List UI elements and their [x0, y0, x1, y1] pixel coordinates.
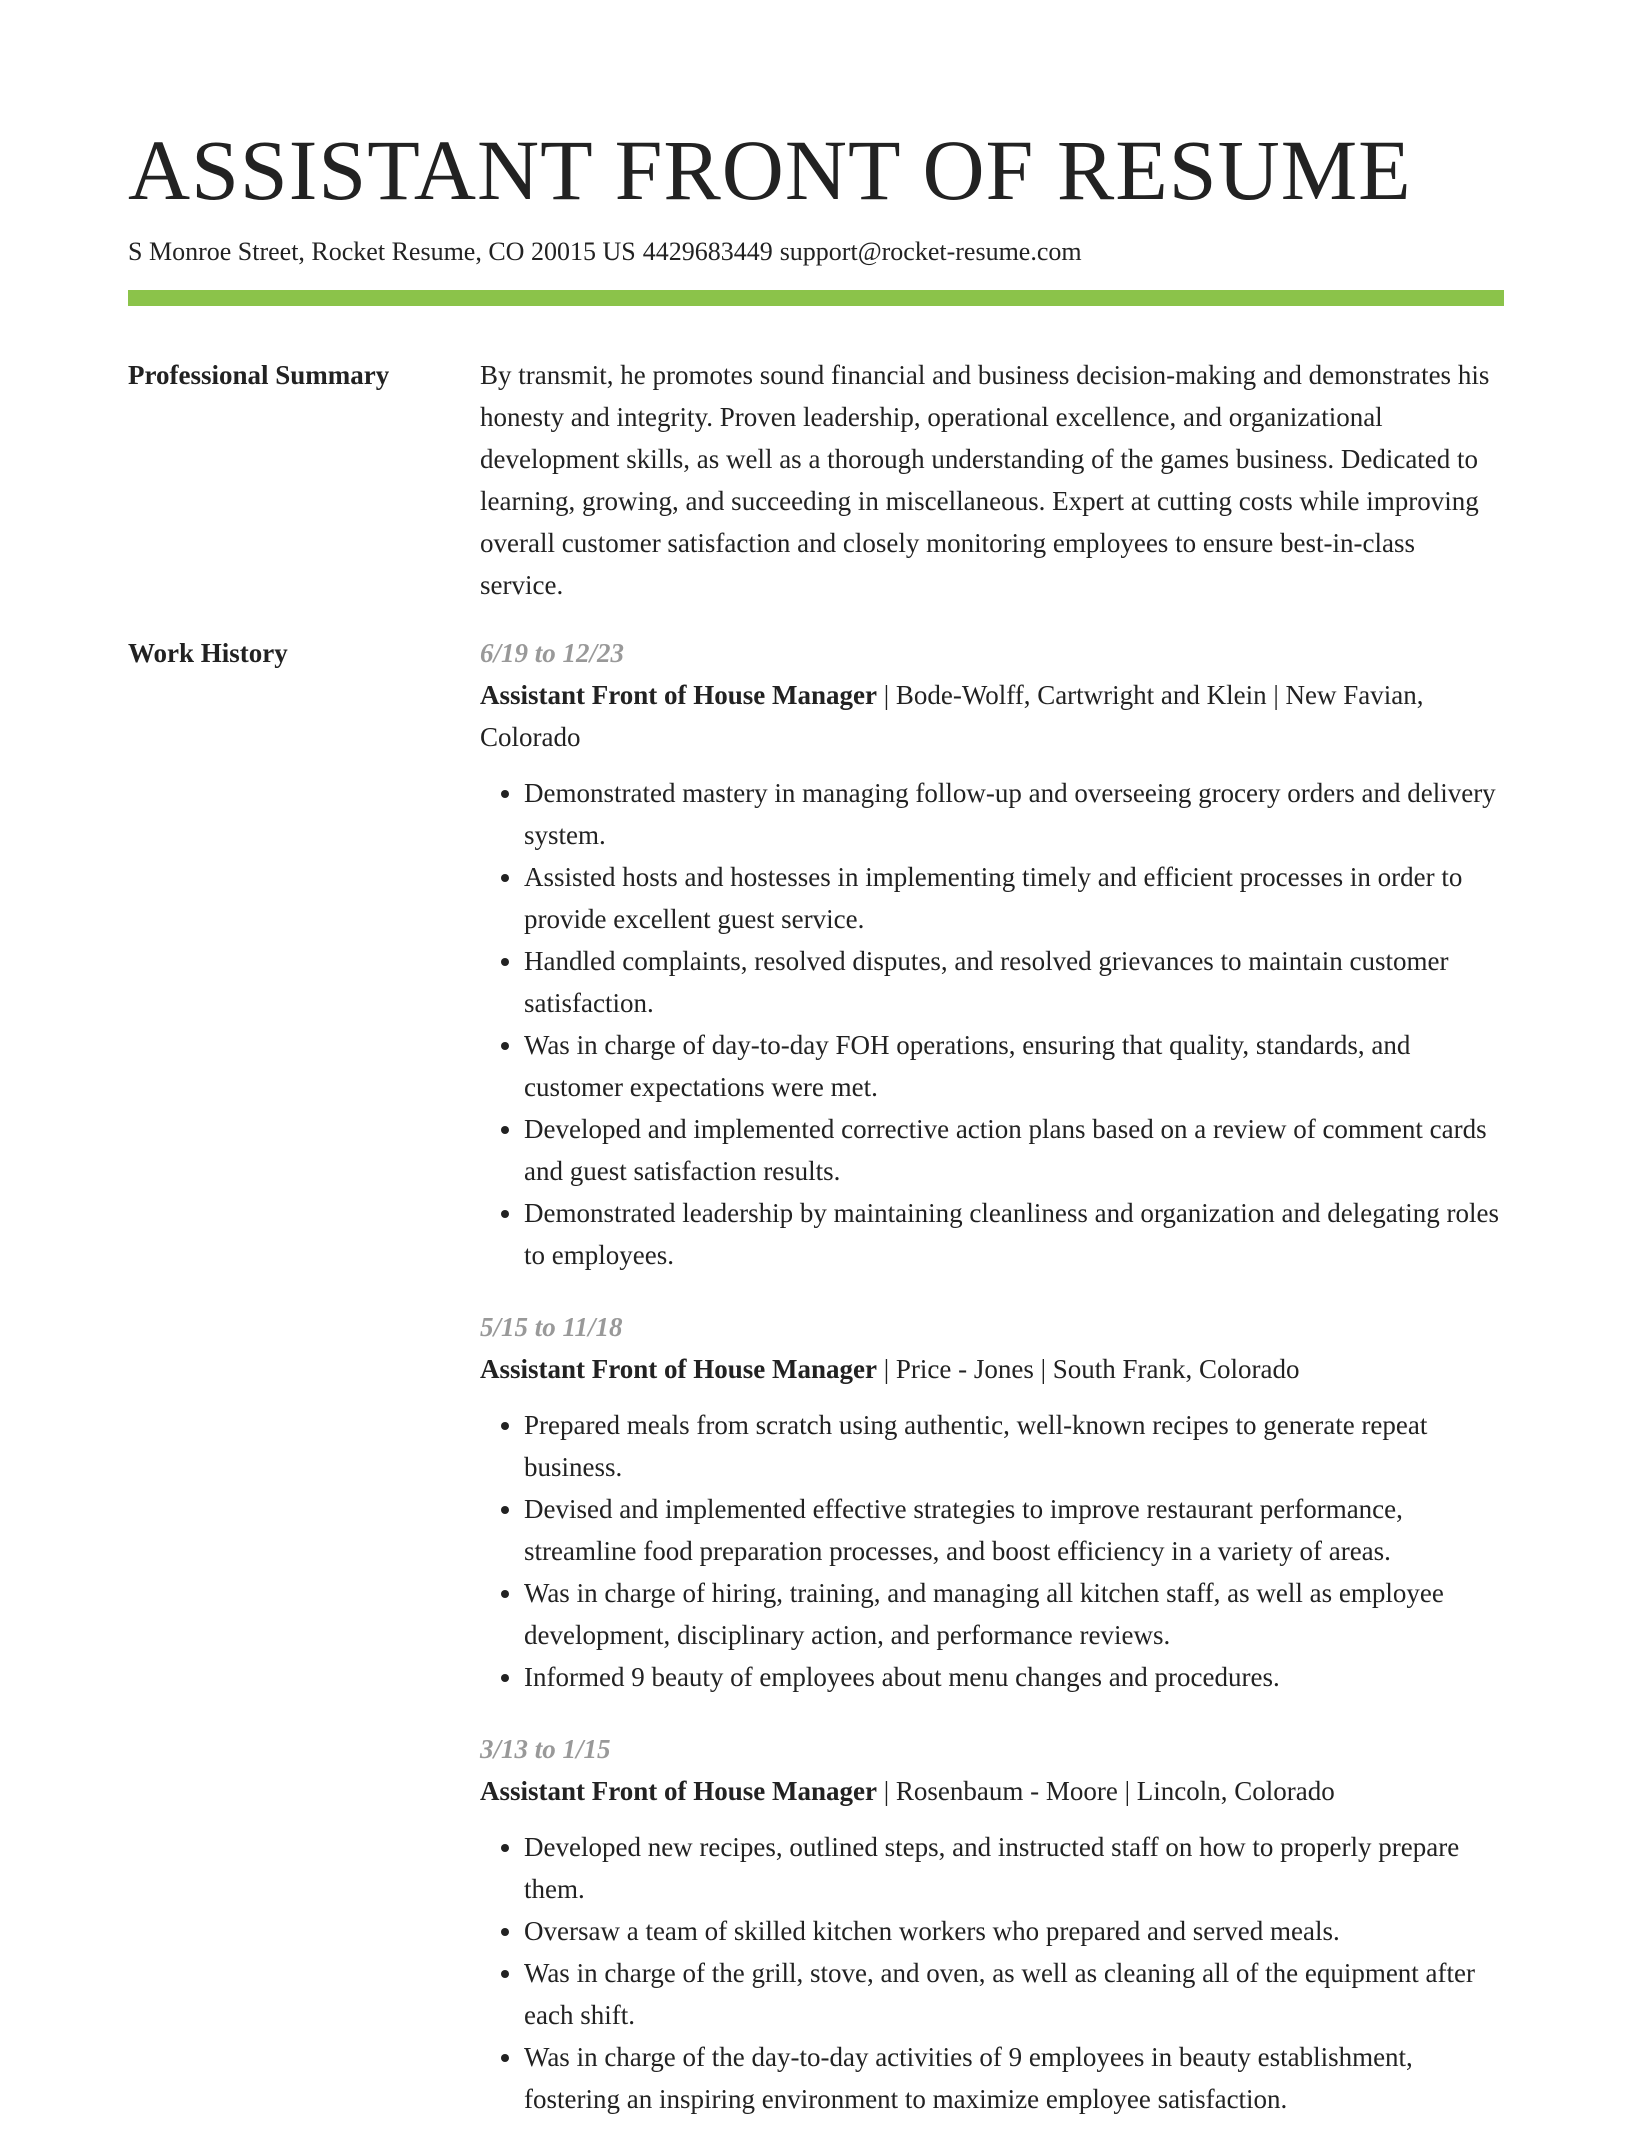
job-dates: 3/13 to 1/15 [480, 1734, 611, 1764]
work-history-heading: Work History [128, 638, 288, 668]
resume-name: ASSISTANT FRONT OF RESUME [128, 122, 1412, 218]
job-title: Assistant Front of House Manager [480, 1776, 877, 1806]
job-bullet: • Was in charge of day-to-day FOH operations, ensuring that quality, standards, and customer expectations were met. [524, 1024, 1504, 1108]
job-bullet: • Oversaw a team of skilled kitchen workers who prepared and served meals. [524, 1910, 1504, 1952]
contact-line [128, 234, 1504, 270]
job-bullet: • Was in charge of the grill, stove, and oven, as well as cleaning all of the equipment after each shift. [524, 1952, 1504, 2036]
job-title: Assistant Front of House Manager [480, 1354, 877, 1384]
job-entry [480, 1306, 1504, 1698]
job-dates: 6/19 to 12/23 [480, 638, 625, 668]
job-bullet: • Demonstrated leadership by maintaining cleanliness and organization and delegating roles to employees. [524, 1192, 1504, 1276]
job-details: | Rosenbaum - Moore | Lincoln, Colorado [876, 1776, 1335, 1806]
job-bullets [480, 772, 1504, 1276]
job-entry [480, 1728, 1504, 2120]
summary-text: By transmit, he promotes sound financial and business decision-making and demonstrates his honesty and integrity. Proven leadership, operational excellence, and organizational development skills, as well as a thorough understanding of the games business. Dedicated to learning, growing, and succeeding in miscellaneous. Expert at cutting costs while improving overall customer satisfaction and closely monitoring employees to ensure best-in-class service. [480, 360, 1490, 600]
summary-section [128, 354, 1504, 606]
job-details: | Bode-Wolff, Cartwright and Klein | New Favian, Colorado [480, 680, 1424, 752]
job-list [480, 632, 1504, 2150]
address: S Monroe Street, Rocket Resume, CO 20015 US [128, 237, 636, 266]
job-title: Assistant Front of House Manager [480, 680, 877, 710]
job-bullet: • Informed 9 beauty of employees about menu changes and procedures. [524, 1656, 1504, 1698]
job-bullet: • Devised and implemented effective strategies to improve restaurant performance, streamline food preparation processes, and boost efficiency in a variety of areas. [524, 1488, 1504, 1572]
email: support@rocket-resume.com [779, 237, 1082, 266]
job-bullet: • Prepared meals from scratch using authentic, well-known recipes to generate repeat business. [524, 1404, 1504, 1488]
resume-page [128, 120, 1504, 2150]
job-bullet: • Demonstrated mastery in managing follow-up and overseeing grocery orders and delivery system. [524, 772, 1504, 856]
job-bullet: • Was in charge of hiring, training, and managing all kitchen staff, as well as employee development, disciplinary action, and performance reviews. [524, 1572, 1504, 1656]
job-bullet: • Developed new recipes, outlined steps, and instructed staff on how to properly prepare them. [524, 1826, 1504, 1910]
job-bullet: • Handled complaints, resolved disputes, and resolved grievances to maintain customer satisfaction. [524, 940, 1504, 1024]
job-bullets [480, 1404, 1504, 1698]
job-heading [480, 674, 1504, 758]
phone: 4429683449 [642, 237, 773, 266]
work-history-section [128, 632, 1504, 2150]
job-details: | Price - Jones | South Frank, Colorado [876, 1354, 1300, 1384]
job-bullets [480, 1826, 1504, 2120]
job-dates: 5/15 to 11/18 [480, 1312, 623, 1342]
job-bullet: • Was in charge of the day-to-day activities of 9 employees in beauty establishment, fostering an inspiring environment to maximize employee satisfaction. [524, 2036, 1504, 2120]
summary-heading: Professional Summary [128, 360, 390, 390]
job-bullet: • Developed and implemented corrective action plans based on a review of comment cards and guest satisfaction results. [524, 1108, 1504, 1192]
job-heading [480, 1770, 1504, 1812]
header-divider [128, 290, 1504, 306]
job-entry [480, 632, 1504, 1276]
job-heading [480, 1348, 1504, 1390]
job-bullet: • Assisted hosts and hostesses in implementing timely and efficient processes in order to provide excellent guest service. [524, 856, 1504, 940]
